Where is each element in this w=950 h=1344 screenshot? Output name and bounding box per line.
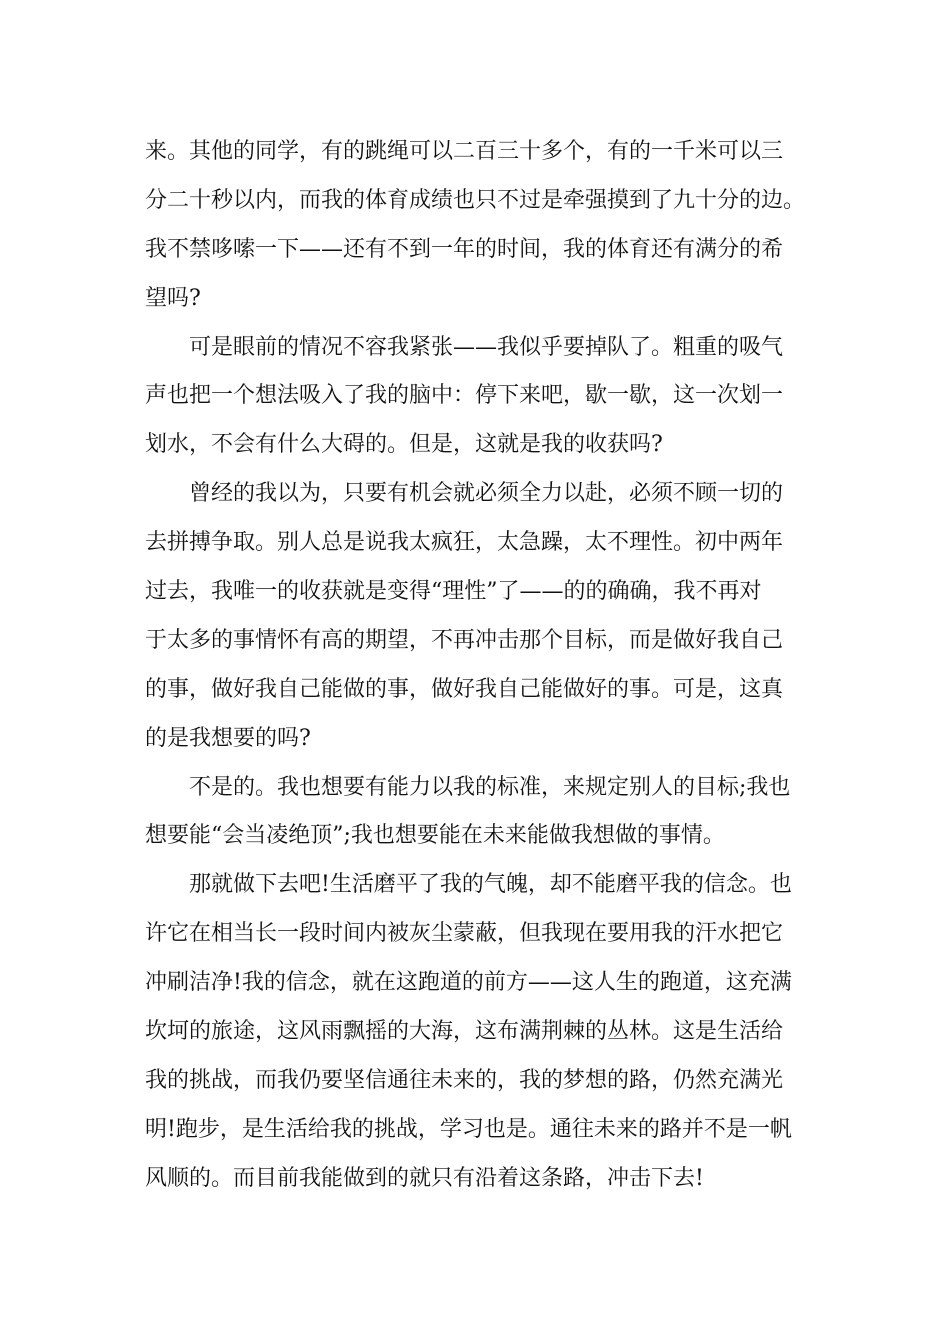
text-line: 分二十秒以内，而我的体育成绩也只不过是牵强摸到了九十分的边。 bbox=[145, 187, 806, 213]
text-line: 的是我想要的吗? bbox=[145, 725, 311, 751]
text-line: 坎坷的旅途，这风雨飘摇的大海，这布满荆棘的丛林。这是生活给 bbox=[145, 1019, 784, 1045]
text-line: 不是的。我也想要有能力以我的标准，来规定别人的目标;我也 bbox=[145, 774, 791, 800]
text-line: 曾经的我以为，只要有机会就必须全力以赴，必须不顾一切的 bbox=[145, 481, 784, 507]
text-line: 去拼搏争取。别人总是说我太疯狂，太急躁，太不理性。初中两年 bbox=[145, 530, 784, 556]
text-line: 可是眼前的情况不容我紧张——我似乎要掉队了。粗重的吸气 bbox=[145, 334, 784, 360]
text-line: 来。其他的同学，有的跳绳可以二百三十多个，有的一千米可以三 bbox=[145, 139, 784, 164]
text-line: 望吗? bbox=[145, 285, 201, 311]
text-line: 于太多的事情怀有高的期望，不再冲击那个目标，而是做好我自己 bbox=[145, 627, 784, 653]
text-line: 风顺的。而目前我能做到的就只有沿着这条路，冲击下去! bbox=[145, 1165, 704, 1191]
text-line: 冲刷洁净!我的信念，就在这跑道的前方——这人生的跑道，这充满 bbox=[145, 970, 792, 996]
body-text bbox=[145, 128, 807, 1204]
text-line: 想要能“会当凌绝顶”;我也想要能在未来能做我想做的事情。 bbox=[145, 823, 725, 849]
text-line: 许它在相当长一段时间内被灰尘蒙蔽，但我现在要用我的汗水把它 bbox=[145, 921, 784, 947]
text-line: 过去，我唯一的收获就是变得“理性”了——的的确确，我不再对 bbox=[145, 579, 762, 605]
text-line: 我的挑战，而我仍要坚信通往未来的，我的梦想的路，仍然充满光 bbox=[145, 1067, 784, 1093]
text-line: 划水，不会有什么大碍的。但是，这就是我的收获吗? bbox=[145, 432, 663, 458]
text-line: 我不禁哆嗦一下——还有不到一年的时间，我的体育还有满分的希 bbox=[145, 236, 784, 262]
text-line: 的事，做好我自己能做的事，做好我自己能做好的事。可是，这真 bbox=[145, 676, 784, 702]
text-line: 那就做下去吧!生活磨平了我的气魄，却不能磨平我的信念。也 bbox=[145, 872, 792, 898]
text-line: 声也把一个想法吸入了我的脑中：停下来吧，歇一歇，这一次划一 bbox=[145, 383, 784, 409]
text-line: 明!跑步，是生活给我的挑战，学习也是。通往未来的路并不是一帆 bbox=[145, 1116, 792, 1142]
